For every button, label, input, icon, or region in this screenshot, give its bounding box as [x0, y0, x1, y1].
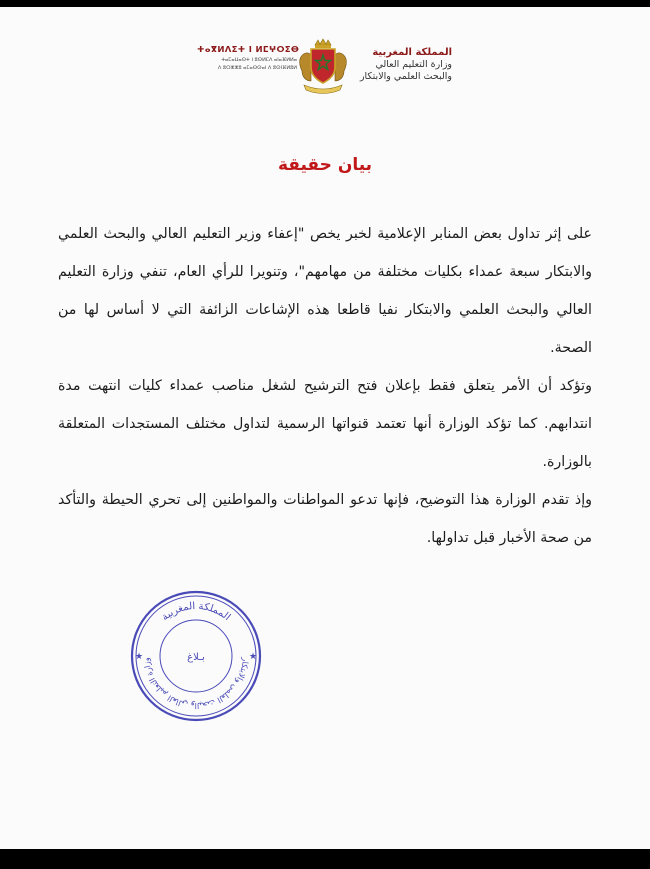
paragraph-1: على إثر تداول بعض المنابر الإعلامية لخبر يخص "إعفاء وزير التعليم العالي والبحث العلمي والابتكار سبعة عمداء بكليات مختلفة من مهامهم"، وتنويرا للرأي العام، تنفي وزارة التعليم العالي والبحث العلمي والابتكار نفيا قاطعا هذه الإشاعات الزائفة التي لا أساس لها من الصحة.: [58, 226, 592, 356]
arabic-ministry: وزارة التعليم العالي: [375, 59, 452, 70]
tifinagh-ministry: ⵜⴰⵎⴰⵡⴰⵙⵜ ⵏ ⵓⵙⵍⵎⴷ ⴰⵏⴰⴼⵍⵍⴰ: [221, 57, 297, 63]
arabic-heading: [352, 47, 452, 83]
document-title: بيان حقيقة: [277, 155, 373, 175]
document-body: [58, 215, 592, 557]
stamp-bottom-text: وزارة التعليم العالي والبحث العلمي والابتكار: [141, 657, 251, 711]
stamp-top-text: المملكة المغربية: [159, 600, 233, 624]
paragraph-2: وتؤكد أن الأمر يتعلق فقط بإعلان فتح الترشيح لشغل مناصب عمداء كليات انتهت مدة انتدابهم. كما تؤكد الوزارة أنها تعتمد قنواتها الرسمية لتداول مختلف المستجدات المتعلقة بالوزارة.: [58, 378, 592, 470]
tifinagh-kingdom: ⵜⴰⴳⵍⴷⵉⵜ ⵏ ⵍⵎⵖⵔⵉⴱ: [197, 45, 300, 55]
stamp-star-left-icon: ★: [135, 652, 144, 662]
official-stamp: [127, 587, 265, 725]
stamp-center-text: بـلاغ: [187, 652, 205, 663]
letterhead: [0, 37, 650, 99]
paragraph-3: وإذ تقدم الوزارة هذا التوضيح، فإنها تدعو المواطنات والمواطنين إلى تحري الحيطة والتأكد من صحة الأخبار قبل تداولها.: [58, 492, 592, 546]
arabic-kingdom: المملكة المغربية: [372, 47, 452, 58]
stamp-star-right-icon: ★: [249, 652, 258, 662]
document-page: [0, 7, 650, 849]
arabic-ministry-2: والبحث العلمي والابتكار: [359, 71, 452, 82]
tifinagh-ministry-2: ⴷ ⵓⵔⵣⵣⵓ ⴰⵎⴰⵙⵙⴰⵏ ⴷ ⵓⵙⵏⴼⵍⵓⵍ: [217, 65, 297, 71]
moroccan-coat-of-arms-icon: [296, 37, 350, 95]
tifinagh-heading: [197, 45, 300, 71]
